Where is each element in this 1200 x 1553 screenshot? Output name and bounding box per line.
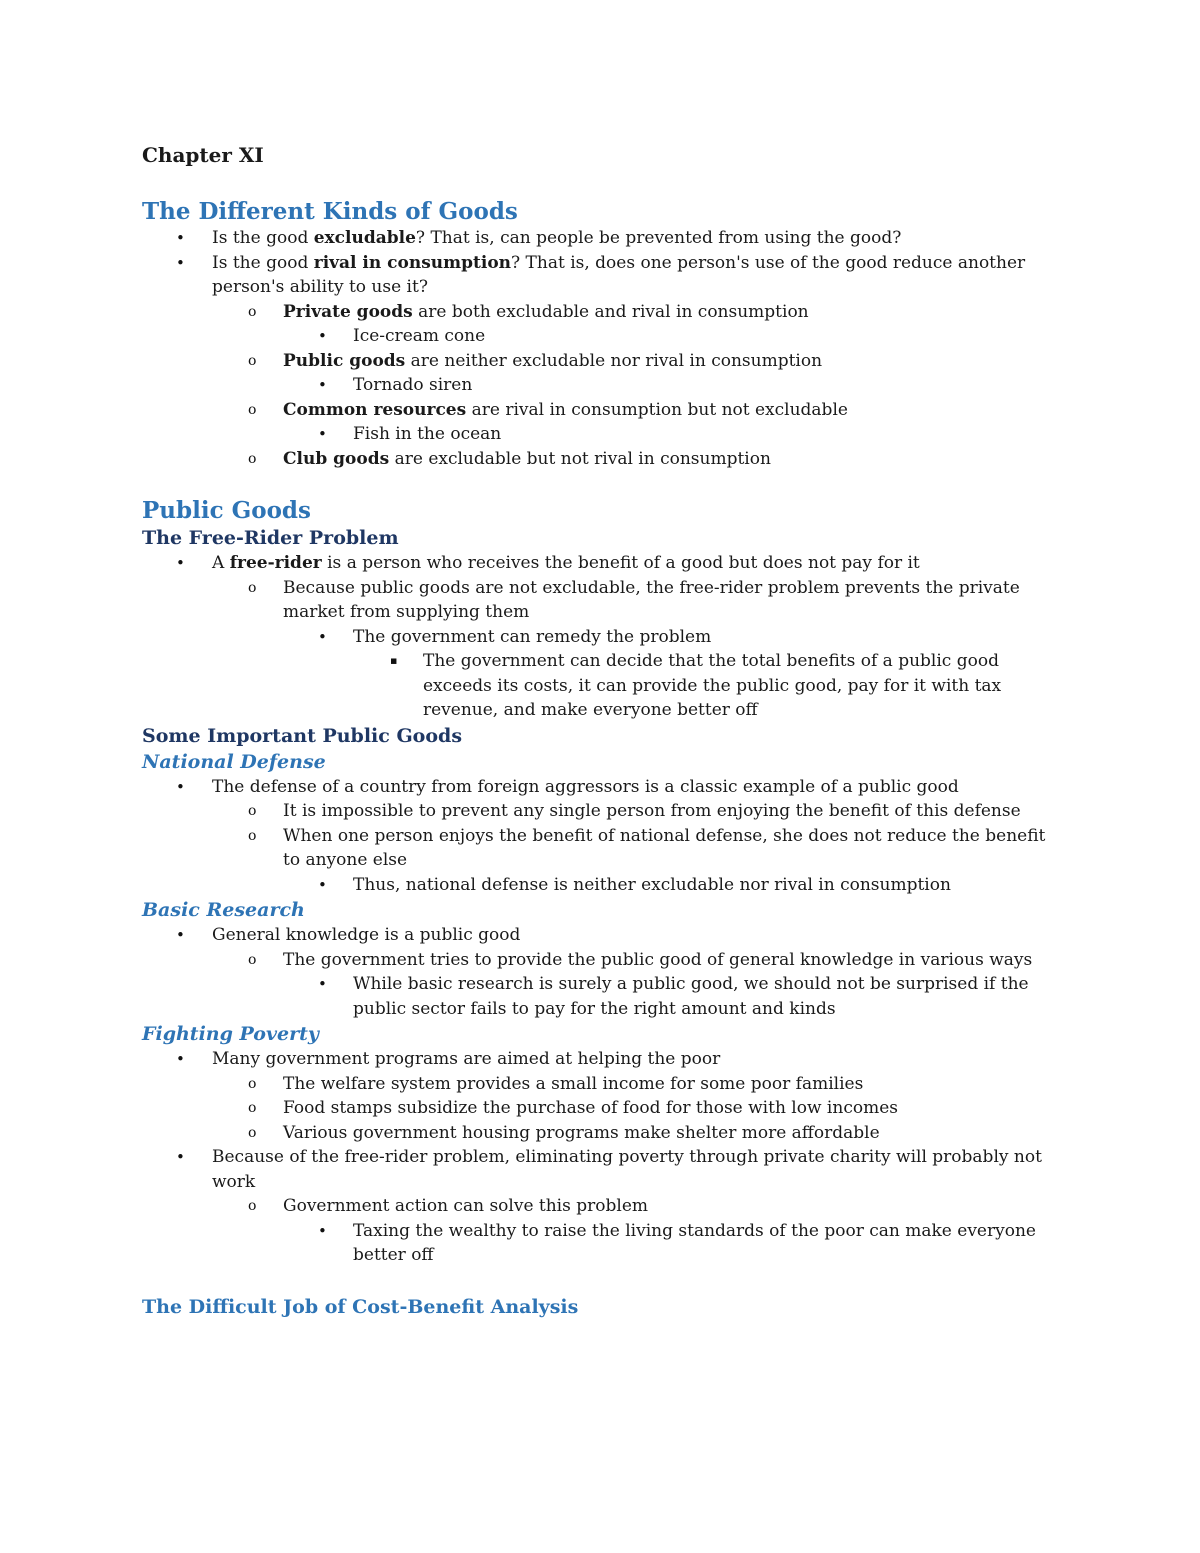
list-item: o Government action can solve this problem (142, 1194, 1062, 1219)
list-item: o The government tries to provide the public good of general knowledge in various ways (142, 948, 1062, 973)
section-heading-cost-benefit: The Difficult Job of Cost-Benefit Analysis (142, 1295, 579, 1318)
bullet-marker: • (176, 229, 185, 247)
list-item: ▪ The government can decide that the total benefits of a public good exceeds its costs, it can provide the public good, pay for it with tax revenue, and make everyone better off (390, 651, 1002, 720)
circle-marker: o (248, 951, 257, 968)
list-item: • Is the good rival in consumption? That is, does one person's use of the good reduce another person's ability to use it? (176, 252, 1026, 297)
subheading-fighting-poverty: Fighting Poverty (142, 1023, 319, 1045)
bullet-marker: • (318, 1221, 327, 1240)
bullet-marker: • (176, 926, 185, 944)
list-item: • Many government programs are aimed at helping the poor (142, 1047, 1062, 1072)
bullet-marker: • (176, 253, 185, 272)
list-item: o Public goods are neither excludable nor rival in consumption (142, 349, 1062, 374)
circle-marker: o (248, 401, 257, 418)
bullet-marker: • (318, 875, 327, 894)
circle-marker: o (248, 827, 257, 844)
bullet-marker: • (318, 376, 327, 394)
circle-marker: o (248, 1198, 257, 1214)
circle-marker: o (248, 1075, 257, 1092)
section-heading-public-goods: Public Goods (142, 497, 311, 524)
subheading-basic-research: Basic Research (142, 899, 305, 921)
term-free-rider: free-rider (229, 553, 322, 573)
list-item: • Because of the free-rider problem, eliminating poverty through private charity will probably not work (176, 1147, 1042, 1192)
term-private-goods: Private goods (283, 301, 413, 322)
term-public-goods: Public goods (283, 350, 406, 371)
list-item: • The defense of a country from foreign aggressors is a classic example of a public good (142, 775, 1062, 800)
circle-marker: o (248, 803, 257, 819)
list-item: • Ice-cream cone (142, 324, 1062, 349)
term-excludable: excludable (313, 228, 416, 248)
bullet-marker: • (318, 975, 327, 993)
list-item: o The welfare system provides a small income for some poor families (142, 1072, 1062, 1097)
list-item: o Food stamps subsidize the purchase of food for those with low incomes (142, 1096, 1062, 1121)
list-item: • Tornado siren (142, 373, 1062, 398)
document-page (142, 140, 1062, 1320)
bullet-marker: • (318, 627, 327, 646)
bullet-marker: • (176, 1050, 185, 1068)
list-item: • A free-rider is a person who receives the benefit of a good but does not pay for it (142, 551, 1062, 576)
circle-marker: o (248, 1124, 257, 1141)
circle-marker: o (248, 1100, 257, 1116)
subheading-national-defense: National Defense (142, 750, 326, 773)
term-club-goods: Club goods (283, 448, 390, 469)
list-item: o Various government housing programs make shelter more affordable (142, 1121, 1062, 1146)
circle-marker: o (248, 303, 257, 320)
bullet-marker: • (318, 327, 327, 345)
bullet-marker: • (176, 777, 185, 796)
bullet-marker: • (176, 554, 185, 572)
circle-marker: o (248, 450, 257, 467)
list-item: • Thus, national defense is neither excludable nor rival in consumption (142, 873, 1062, 898)
section-heading-kinds-of-goods: The Different Kinds of Goods (142, 198, 518, 225)
chapter-title: Chapter XI (142, 143, 264, 167)
list-item: o When one person enjoys the benefit of national defense, she does not reduce the benefit to anyone else (248, 825, 1046, 870)
kinds-of-goods-list (142, 226, 1062, 471)
bullet-marker: • (176, 1148, 185, 1166)
circle-marker: o (248, 352, 257, 369)
list-item: • While basic research is surely a public good, we should not be surprised if the public sector fails to pay for the right amount and kinds (318, 974, 1029, 1019)
subheading-important-public-goods: Some Important Public Goods (142, 724, 463, 747)
fighting-poverty-list (142, 1047, 1062, 1268)
list-item: • General knowledge is a public good (142, 923, 1062, 948)
list-item: • Taxing the wealthy to raise the living standards of the poor can make everyone better off (318, 1220, 1036, 1265)
list-item: o Club goods are excludable but not rival in consumption (142, 447, 1062, 472)
list-item: o Private goods are both excludable and rival in consumption (142, 300, 1062, 325)
basic-research-list (142, 923, 1062, 1021)
list-item: • The government can remedy the problem (142, 625, 1062, 650)
list-item: o Because public goods are not excludable, the free-rider problem prevents the private market from supplying them (248, 577, 1020, 622)
subheading-free-rider: The Free-Rider Problem (142, 527, 399, 549)
term-rival: rival in consumption (313, 252, 512, 273)
list-item: • Is the good excludable? That is, can people be prevented from using the good? (142, 226, 1062, 251)
list-item: o It is impossible to prevent any single person from enjoying the benefit of this defense (142, 799, 1062, 824)
list-item: • Fish in the ocean (142, 422, 1062, 447)
bullet-marker: • (318, 425, 327, 443)
square-marker: ▪ (390, 654, 398, 667)
list-item: o Common resources are rival in consumption but not excludable (142, 398, 1062, 423)
free-rider-list (142, 551, 1062, 723)
circle-marker: o (248, 579, 257, 596)
term-common-resources: Common resources (283, 399, 467, 420)
national-defense-list (142, 775, 1062, 898)
